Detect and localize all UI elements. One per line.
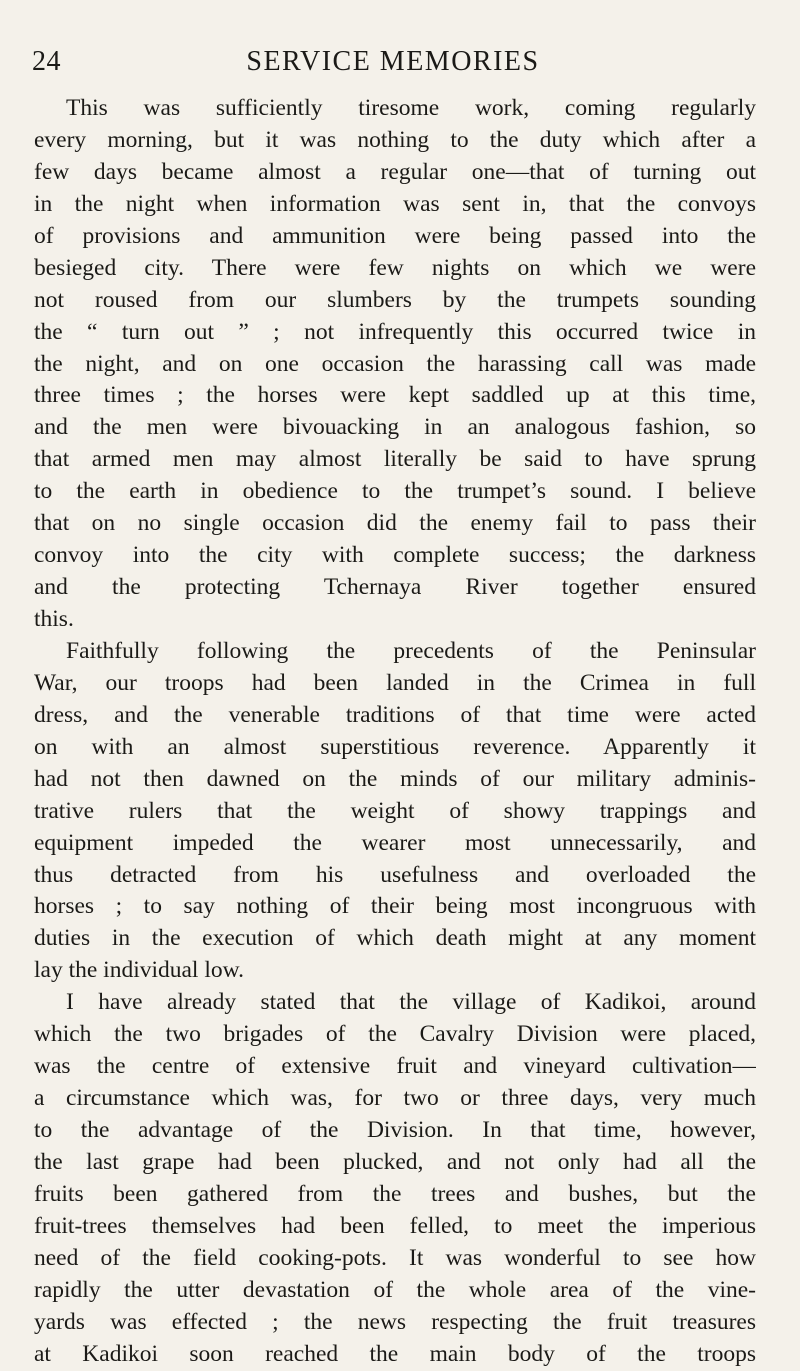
text-line: on with an almost superstitious reverence. Apparently it [34,733,756,760]
text-line: that on no single occasion did the enemy fail to pass their [34,510,756,537]
text-line: duties in the execution of which death might at any moment [34,925,756,952]
text-line: three times ; the horses were kept saddled up at this time, [34,382,756,409]
text-line: dress, and the venerable traditions of that time were acted [34,701,756,728]
text-line: and the men were bivouacking in an analogous fashion, so [34,414,756,441]
text-line: of provisions and ammunition were being passed into the [34,222,756,249]
text-line: this. [34,606,74,632]
text-line: the last grape had been plucked, and not only had all the [34,1148,756,1175]
text-line: which the two brigades of the Cavalry Division were placed, [34,1021,756,1048]
text-line: thus detracted from his usefulness and overloaded the [34,861,756,888]
text-line: convoy into the city with complete success; the darkness [34,542,756,569]
text-line: every morning, but it was nothing to the duty which after a [34,126,756,153]
text-line: to the advantage of the Division. In that time, however, [34,1117,756,1143]
text-line: in the night when information was sent in, that the convoys [34,190,756,217]
running-title: SERVICE MEMORIES [246,46,540,77]
text-line: the “ turn out ” ; not infrequently this occurred twice in [34,318,756,345]
text-line: Faithfully following the precedents of the Peninsular [66,637,756,664]
text-line: was the centre of extensive fruit and vineyard cultivation— [34,1053,756,1080]
text-line: to the earth in obedience to the trumpet’s sound. I believe [34,478,756,505]
text-line: fruit-trees themselves had been felled, to meet the imperious [34,1212,756,1239]
page-header [32,46,754,90]
text-line: rapidly the utter devastation of the whole area of the vine- [34,1276,756,1303]
text-line: at Kadikoi soon reached the main body of the troops [34,1340,756,1367]
text-line: not roused from our slumbers by the trumpets sounding [34,286,756,313]
text-line: need of the field cooking-pots. It was wonderful to see how [34,1244,756,1271]
text-line: fruits been gathered from the trees and bushes, but the [34,1180,756,1207]
text-line: equipment impeded the wearer most unnecessarily, and [34,829,756,856]
text-line: and the protecting Tchernaya River together ensured [34,574,756,601]
text-line: horses ; to say nothing of their being most incongruous with [34,893,756,920]
text-line: This was sufficiently tiresome work, coming regularly [66,95,756,121]
text-line: the night, and on one occasion the harassing call was made [34,350,756,377]
body-text [34,93,756,1371]
text-line: a circumstance which was, for two or three days, very much [34,1085,756,1112]
text-line: trative rulers that the weight of showy trappings and [34,797,756,824]
text-line: War, our troops had been landed in the Crimea in full [34,669,756,696]
text-line: lay the individual low. [34,957,244,984]
text-line: I have already stated that the village of Kadikoi, around [66,989,756,1016]
text-line: that armed men may almost literally be said to have sprung [34,446,756,473]
page-number: 24 [32,46,61,77]
text-line: besieged city. There were few nights on which we were [34,254,756,281]
text-line: yards was effected ; the news respecting the fruit treasures [34,1308,756,1335]
text-line: had not then dawned on the minds of our military adminis- [34,765,756,792]
text-line: few days became almost a regular one—that of turning out [34,158,756,185]
